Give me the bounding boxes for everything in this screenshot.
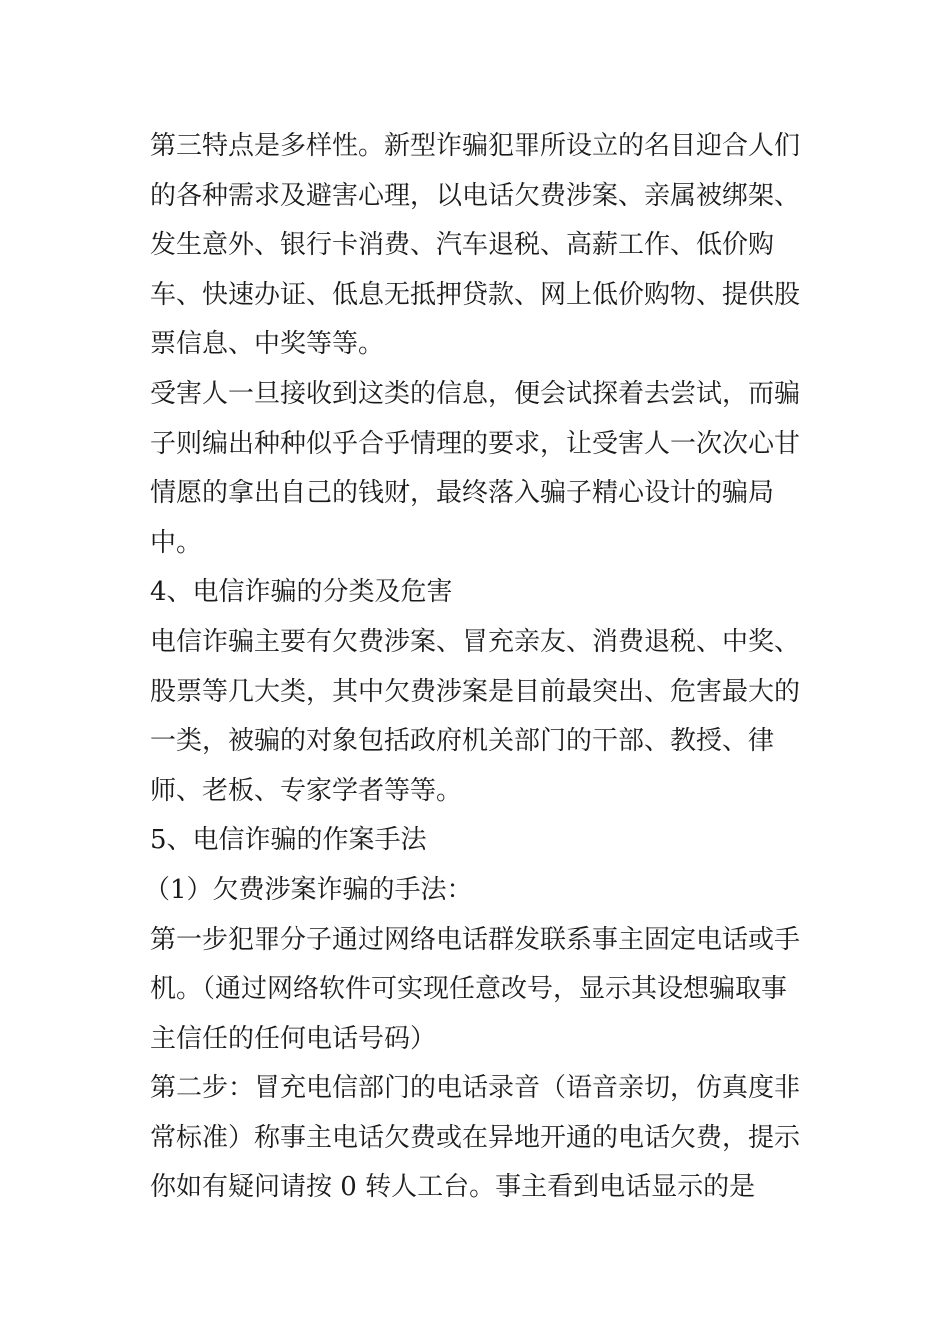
section-heading: 5、电信诈骗的作案手法 [150,825,427,856]
text-line: 的各种需求及避害心理，以电话欠费涉案、亲属被绑架、 [150,180,801,211]
text-line: 发生意外、银行卡消费、汽车退税、高薪工作、低价购 [150,230,775,261]
text-line: 第二步：冒充电信部门的电话录音（语音亲切，仿真度非 [150,1073,801,1104]
text-line: 受害人一旦接收到这类的信息，便会试探着去尝试，而骗 [150,378,801,409]
text-line: 票信息、中奖等等。 [150,329,385,360]
text-line: 机。（通过网络软件可实现任意改号，显示其设想骗取事 [150,974,788,1005]
text-line: 师、老板、专家学者等等。 [150,775,463,806]
text-line: 常标准）称事主电话欠费或在异地开通的电话欠费，提示 [150,1122,801,1153]
text-line: 第三特点是多样性。新型诈骗犯罪所设立的名目迎合人们 [150,131,801,161]
text-line: 主信任的任何电话号码） [150,1023,437,1054]
section-heading: 4、电信诈骗的分类及危害 [150,577,453,608]
text-line: 中。 [150,527,203,558]
text-line: 一类，被骗的对象包括政府机关部门的干部、教授、律 [150,726,775,757]
subsection-heading: （1）欠费涉案诈骗的手法： [144,874,473,905]
text-line: 股票等几大类，其中欠费涉案是目前最突出、危害最大的 [150,676,801,707]
text-line: 车、快速办证、低息无抵押贷款、网上低价购物、提供股 [150,279,801,310]
text-line: 电信诈骗主要有欠费涉案、冒充亲友、消费退税、中奖、 [150,626,801,657]
document-body [144,122,801,1213]
text-line: 你如有疑问请按 0 转人工台。事主看到电话显示的是 [150,1172,756,1203]
text-line: 子则编出种种似乎合乎情理的要求，让受害人一次次心甘 [150,428,801,459]
text-line: 第一步犯罪分子通过网络电话群发联系事主固定电话或手 [150,924,801,955]
text-line: 情愿的拿出自己的钱财，最终落入骗子精心设计的骗局 [150,478,775,509]
